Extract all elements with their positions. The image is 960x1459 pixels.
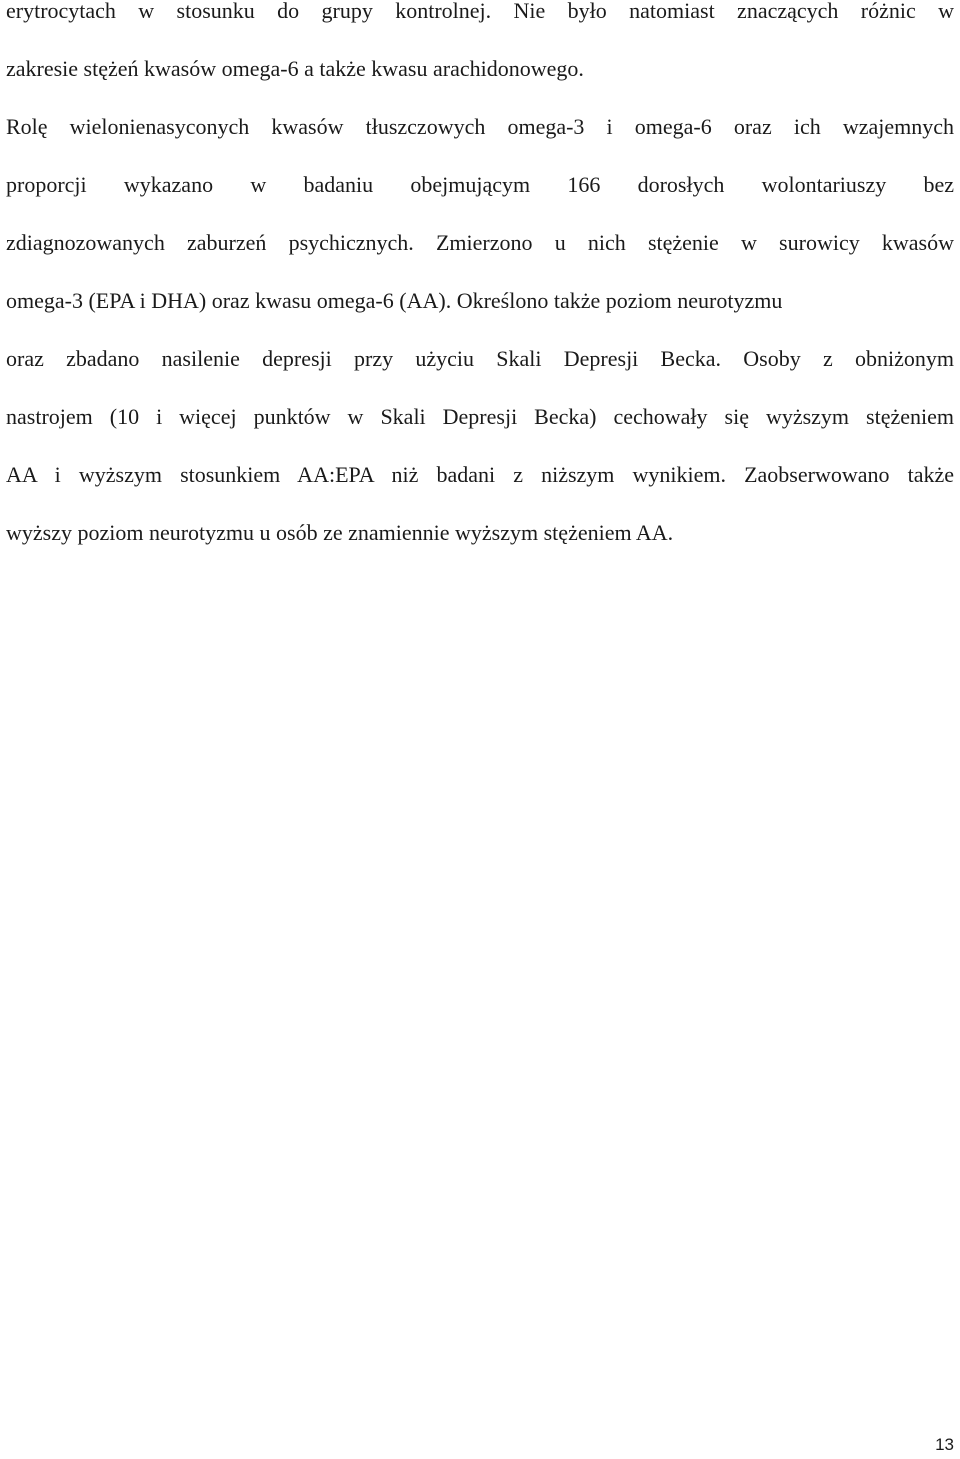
- text-line: Rolę wielonienasyconych kwasów tłuszczowych omega-3 i omega-6 oraz ich wzajemnych: [6, 114, 954, 139]
- text-line: proporcji wykazano w badaniu obejmującym 166 dorosłych wolontariuszy bez: [6, 172, 954, 197]
- text-line: oraz zbadano nasilenie depresji przy użyciu Skali Depresji Becka. Osoby z obniżonym: [6, 346, 954, 371]
- page-number: 13: [935, 1435, 954, 1454]
- text-line: wyższy poziom neurotyzmu u osób ze znamiennie wyższym stężeniem AA.: [6, 520, 674, 545]
- text-line: zakresie stężeń kwasów omega-6 a także kwasu arachidonowego.: [6, 56, 584, 81]
- text-line: nastrojem (10 i więcej punktów w Skali Depresji Becka) cechowały się wyższym stężeniem: [6, 404, 954, 429]
- text-line: omega-3 (EPA i DHA) oraz kwasu omega-6 (AA). Określono także poziom neurotyzmu: [6, 288, 783, 313]
- text-line: erytrocytach w stosunku do grupy kontrolnej. Nie było natomiast znaczących różnic w: [6, 0, 954, 23]
- text-line: zdiagnozowanych zaburzeń psychicznych. Zmierzono u nich stężenie w surowicy kwasów: [6, 230, 954, 255]
- text-line: AA i wyższym stosunkiem AA:EPA niż badani z niższym wynikiem. Zaobserwowano także: [6, 462, 954, 487]
